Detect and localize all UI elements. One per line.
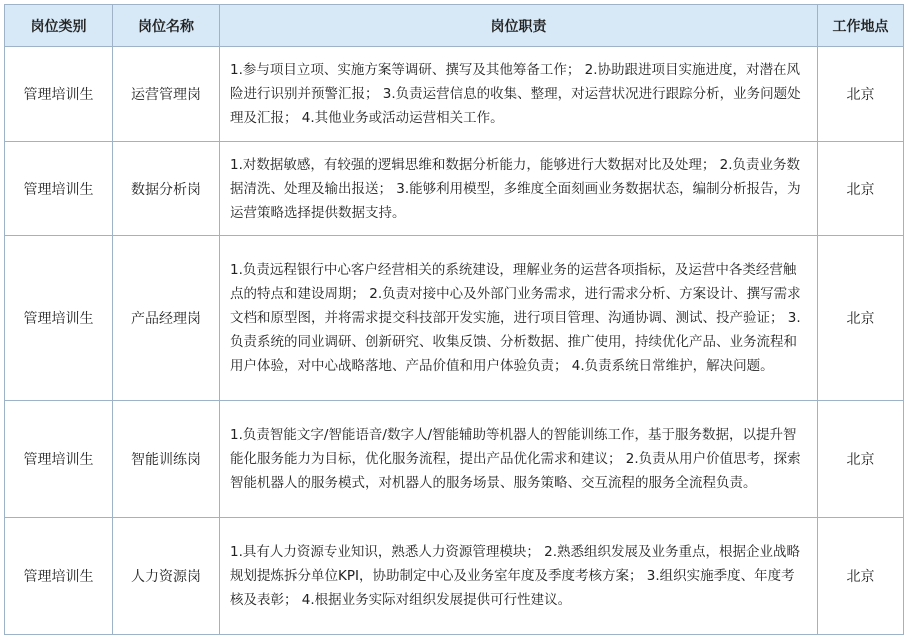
cell-duties: 1.负责远程银行中心客户经营相关的系统建设，理解业务的运营各项指标，及运营中各类经营触点的特点和建设周期； 2.负责对接中心及外部门业务需求，进行需求分析、方案设计、撰写需求文档和原型图，并将需求提交科技部开发实施，进行项目管理、沟通协调、测试、投产验证； 3.负责系统的同业调研、创新研究、收集反馈、分析数据、推广使用，持续优化产品、业务流程和用户体验，对中心战略落地、产品价值和用户体验负责； 4.负责系统日常维护，解决问题。 — [220, 236, 818, 401]
cell-category: 管理培训生 — [5, 47, 113, 142]
cell-location: 北京 — [818, 47, 904, 142]
cell-duties: 1.对数据敏感，有较强的逻辑思维和数据分析能力，能够进行大数据对比及处理； 2.负责业务数据清洗、处理及输出报送； 3.能够利用模型，多维度全面刻画业务数据状态，编制分析报告，为运营策略选择提供数据支持。 — [220, 142, 818, 236]
header-location: 工作地点 — [818, 5, 904, 47]
table-row — [5, 518, 904, 635]
header-name: 岗位名称 — [113, 5, 220, 47]
cell-location: 北京 — [818, 142, 904, 236]
cell-name: 人力资源岗 — [113, 518, 220, 635]
cell-name: 智能训练岗 — [113, 401, 220, 518]
cell-location: 北京 — [818, 518, 904, 635]
cell-name: 产品经理岗 — [113, 236, 220, 401]
cell-name: 数据分析岗 — [113, 142, 220, 236]
header-duties: 岗位职责 — [220, 5, 818, 47]
job-positions-table — [4, 4, 904, 635]
cell-duties: 1.具有人力资源专业知识，熟悉人力资源管理模块； 2.熟悉组织发展及业务重点，根据企业战略规划提炼拆分单位KPI，协助制定中心及业务室年度及季度考核方案； 3.组织实施季度、年度考核及表彰； 4.根据业务实际对组织发展提供可行性建议。 — [220, 518, 818, 635]
cell-duties: 1.参与项目立项、实施方案等调研、撰写及其他筹备工作； 2.协助跟进项目实施进度，对潜在风险进行识别并预警汇报； 3.负责运营信息的收集、整理，对运营状况进行跟踪分析，业务问题处理及汇报； 4.其他业务或活动运营相关工作。 — [220, 47, 818, 142]
cell-category: 管理培训生 — [5, 518, 113, 635]
table-row — [5, 47, 904, 142]
cell-category: 管理培训生 — [5, 142, 113, 236]
cell-location: 北京 — [818, 401, 904, 518]
cell-category: 管理培训生 — [5, 401, 113, 518]
cell-duties: 1.负责智能文字/智能语音/数字人/智能辅助等机器人的智能训练工作，基于服务数据，以提升智能化服务能力为目标，优化服务流程，提出产品优化需求和建议； 2.负责从用户价值思考，探索智能机器人的服务模式，对机器人的服务场景、服务策略、交互流程的服务全流程负责。 — [220, 401, 818, 518]
table-row — [5, 401, 904, 518]
table-header-row — [5, 5, 904, 47]
table-row — [5, 142, 904, 236]
cell-category: 管理培训生 — [5, 236, 113, 401]
table-row — [5, 236, 904, 401]
cell-location: 北京 — [818, 236, 904, 401]
header-category: 岗位类别 — [5, 5, 113, 47]
cell-name: 运营管理岗 — [113, 47, 220, 142]
